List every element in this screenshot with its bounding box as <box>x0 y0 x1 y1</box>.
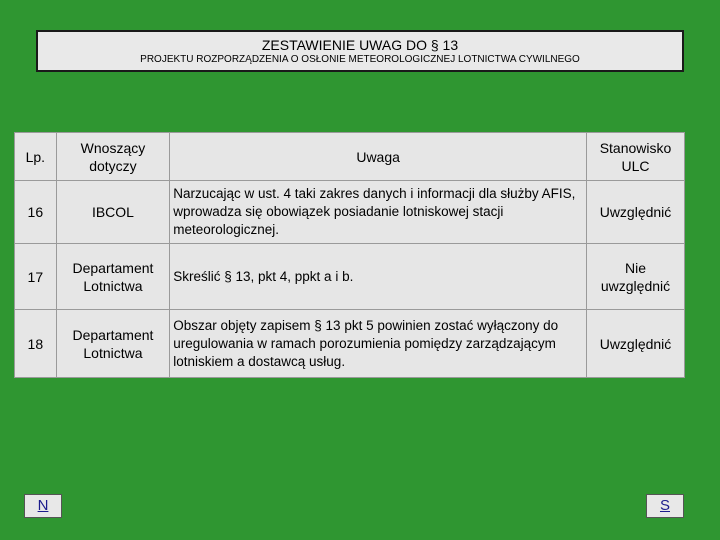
row-note: Obszar objęty zapisem § 13 pkt 5 powinien zostać wyłączony do uregulowania w ramach porozumienia pomiędzy zarządzającym lotniskiem a dostawcą usług. <box>170 310 587 378</box>
table-row <box>15 181 685 244</box>
row-status: Uwzględnić <box>587 310 685 378</box>
row-who: Departament Lotnictwa <box>56 310 170 378</box>
row-who: Departament Lotnictwa <box>56 244 170 310</box>
row-lp: 16 <box>15 181 57 244</box>
page-title: ZESTAWIENIE UWAG DO § 13 <box>261 37 459 53</box>
title-box <box>36 30 684 72</box>
remarks-table <box>14 132 685 378</box>
row-note: Narzucając w ust. 4 taki zakres danych i informacji dla służby AFIS, wprowadza się obowiązek posiadanie lotniskowej stacji meteorologicznej. <box>170 181 587 244</box>
column-header-note: Uwaga <box>170 133 587 181</box>
row-note: Skreślić § 13, pkt 4, ppkt a i b. <box>170 244 587 310</box>
table-header-row <box>15 133 685 181</box>
row-who: IBCOL <box>56 181 170 244</box>
column-header-status: Stanowisko ULC <box>587 133 685 181</box>
column-header-who: Wnoszący dotyczy <box>56 133 170 181</box>
row-lp: 18 <box>15 310 57 378</box>
row-lp: 17 <box>15 244 57 310</box>
column-header-lp: Lp. <box>15 133 57 181</box>
table-row <box>15 310 685 378</box>
row-status: Nie uwzględnić <box>587 244 685 310</box>
table-row <box>15 244 685 310</box>
prev-button[interactable]: N <box>24 494 62 518</box>
row-status: Uwzględnić <box>587 181 685 244</box>
next-button[interactable]: S <box>646 494 684 518</box>
page-subtitle: PROJEKTU ROZPORZĄDZENIA O OSŁONIE METEOROLOGICZNEJ LOTNICTWA CYWILNEGO <box>140 54 580 65</box>
